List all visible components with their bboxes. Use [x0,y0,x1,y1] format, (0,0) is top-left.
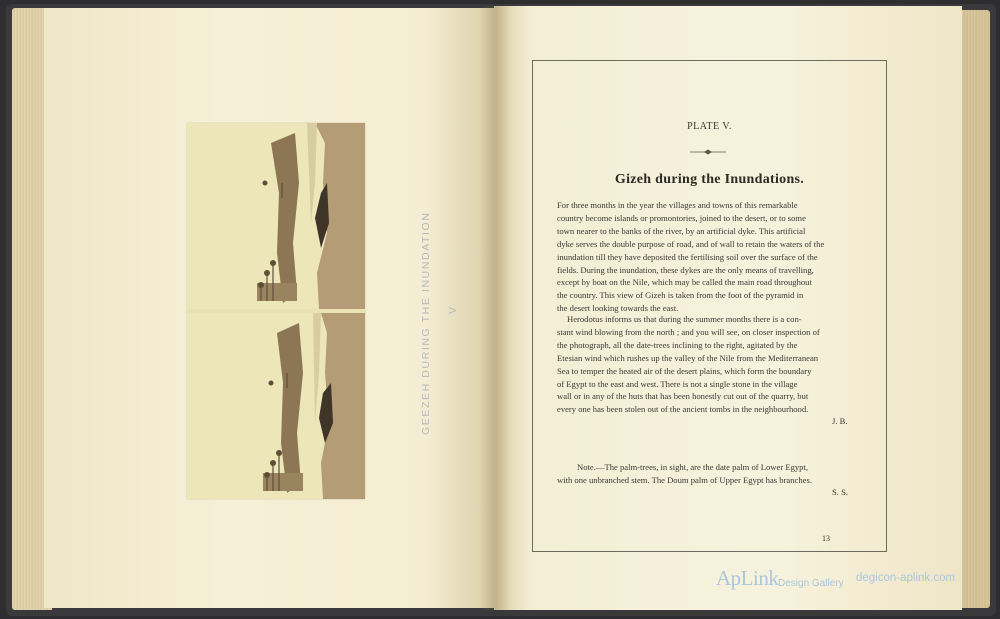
stereo-photograph [187,123,365,499]
photo-bottom-half [187,313,365,499]
paragraph-1-line: inundation till they have deposited the fertilising soil over the surface of the [557,251,818,262]
paragraph-1-line: the country. This view of Gizeh is taken from the foot of the pyramid in [557,290,804,301]
signature-jb: J. B. [832,416,848,426]
footnote-line: Note.—The palm-trees, in sight, are the date palm of Lower Egypt, [577,462,809,472]
paragraph-1-line: For three months in the year the villages and towns of this remarkable [557,200,798,210]
plate-spine-caption: GEEZEH DURING THE INUNDATION [420,211,432,435]
watermark-logo: ApLink [716,566,779,590]
paragraph-1-line: except by boat on the Nile, which may be called the main road throughout [557,277,812,288]
paragraph-2-line: stant wind blowing from the north ; and you will see, on closer inspection of [557,326,820,337]
plate-title: Gizeh during the Inundations. [614,172,805,187]
paragraph-1-line: the desert looking towards the east. [557,303,679,314]
paragraph-2-line: wall or in any of the huts that has been honestly cut out of the quarry, but [557,391,809,402]
plate-label: PLATE V. [687,121,732,132]
paragraph-1-line: dyke serves the double purpose of road, and of wall to retain the waters of the [557,238,825,249]
photo-top-image [187,123,365,309]
signature-ss: S. S. [832,487,849,497]
paragraph-1 [557,199,863,315]
photo-top-half [187,123,365,309]
watermark-url: degicon-aplink.com [856,572,956,584]
book-gutter [480,6,510,610]
footnote [557,461,863,487]
ornament-divider-icon [690,149,726,155]
paragraph-2-line: every one has been stolen out of the ancient tombs in the neighbourhood. [557,404,809,415]
paragraph-2-line: of Egypt to the east and west. There is not a single stone in the village [557,378,798,389]
paragraph-2-line: Sea to temper the heated air of the desert plains, which form the boundary [557,365,812,376]
paragraph-1-line: country become islands or promontories, joined to the desert, or to some [557,212,806,223]
paragraph-2-line: Herodotus informs us that during the summer months there is a con- [567,314,802,324]
paragraph-1-line: fields. During the inundation, these dykes are the only means of travelling, [557,264,814,275]
watermark-subtitle: Design Gallery [778,578,844,589]
photo-bottom-image [187,313,365,499]
paragraph-2-line: the photograph, all the date-trees inclining to the right, agitated by the [557,339,798,350]
plate-spine-numeral: V [447,306,459,314]
paragraph-1-line: town nearer to the banks of the river, by an artificial dyke. This artificial [557,225,806,236]
footnote-line: with one unbranched stem. The Doum palm of Upper Egypt has branches. [557,474,812,485]
paragraph-2-line: Etesian wind which rushes up the valley of the Nile from the Mediterranean [557,352,819,363]
paragraph-2 [557,313,863,416]
page-number: 13 [822,534,830,543]
